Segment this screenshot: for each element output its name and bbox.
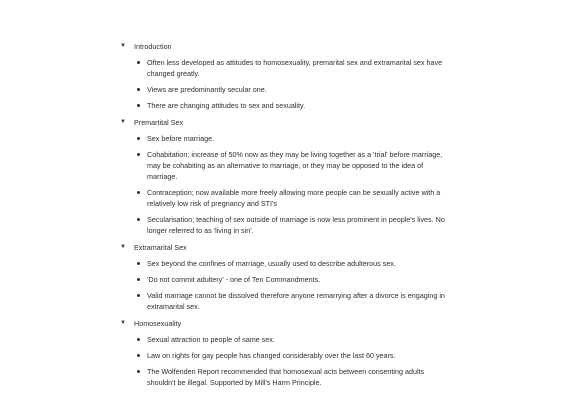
list-item-text: Valid marriage cannot be dissolved therefore anyone remarrying after a divorce is engaging in extramarital sex. — [147, 291, 445, 311]
list-item-text: There are changing attitudes to sex and sexuality. — [147, 101, 306, 110]
list-item-text: Sex beyond the confines of marriage, usually used to describe adulterous sex. — [147, 259, 396, 268]
outline-section — [120, 317, 450, 388]
list-item — [120, 366, 450, 388]
list-item-text: Often less developed as attitudes to homosexuality, premarital sex and extramarital sex have changed greatly. — [147, 58, 443, 78]
list-item — [120, 84, 450, 95]
bullet-dot-icon — [137, 338, 140, 341]
list-item — [120, 334, 450, 345]
outline — [120, 40, 450, 393]
list-item — [120, 290, 450, 312]
bullet-dot-icon — [137, 153, 140, 156]
bullet-list — [120, 258, 450, 312]
bullet-dot-icon — [137, 88, 140, 91]
outline-section — [120, 116, 450, 236]
section-header[interactable] — [120, 116, 450, 129]
list-item-text: Views are predominantly secular one. — [147, 85, 267, 94]
section-title: Extramarital Sex — [134, 243, 187, 252]
section-header[interactable] — [120, 241, 450, 254]
list-item — [120, 133, 450, 144]
bullet-list — [120, 334, 450, 388]
list-item-text: Cohabitation; increase of 50% now as they may be living together as a 'trial' before marriage, may be cohabiting as an alternative to marriage, or they may be opposed to the idea of marriage. — [147, 150, 443, 181]
outline-section — [120, 40, 450, 111]
bullet-dot-icon — [137, 354, 140, 357]
section-title: Introduction — [134, 42, 172, 51]
bullet-dot-icon — [137, 262, 140, 265]
section-title: Premartital Sex — [134, 118, 184, 127]
bullet-dot-icon — [137, 294, 140, 297]
list-item — [120, 214, 450, 236]
bullet-dot-icon — [137, 278, 140, 281]
section-title: Homosexuality — [134, 319, 182, 328]
bullet-dot-icon — [137, 61, 140, 64]
section-header[interactable] — [120, 40, 450, 53]
bullet-dot-icon — [137, 104, 140, 107]
list-item-text: Sex before marriage. — [147, 134, 215, 143]
list-item — [120, 274, 450, 285]
bullet-list — [120, 57, 450, 111]
list-item-text: Law on rights for gay people has changed considerably over the last 60 years. — [147, 351, 396, 360]
list-item-text: 'Do not commit adultery' - one of Ten Commandments. — [147, 275, 321, 284]
list-item — [120, 350, 450, 361]
collapse-toggle-icon[interactable]: ▼ — [120, 43, 126, 49]
bullet-dot-icon — [137, 191, 140, 194]
list-item — [120, 57, 450, 79]
section-header[interactable] — [120, 317, 450, 330]
list-item-text: Sexual attraction to people of same sex. — [147, 335, 275, 344]
collapse-toggle-icon[interactable]: ▼ — [120, 244, 126, 250]
list-item-text: Contraception; now available more freely allowing more people can be sexually active with a relatively low risk of pregnancy and STI's — [147, 188, 441, 208]
list-item — [120, 258, 450, 269]
bullet-list — [120, 133, 450, 236]
collapse-toggle-icon[interactable]: ▼ — [120, 320, 126, 326]
list-item — [120, 149, 450, 182]
outline-section — [120, 241, 450, 312]
bullet-dot-icon — [137, 370, 140, 373]
bullet-dot-icon — [137, 137, 140, 140]
list-item — [120, 187, 450, 209]
list-item — [120, 100, 450, 111]
list-item-text: Secularisation; teaching of sex outside of marriage is now less prominent in people's lives. No longer referred to as 'living in sin'. — [147, 215, 445, 235]
bullet-dot-icon — [137, 218, 140, 221]
collapse-toggle-icon[interactable]: ▼ — [120, 119, 126, 125]
list-item-text: The Wolfenden Report recommended that homosexual acts between consenting adults shouldn't be illegal. Supported by Mill's Harm Principle. — [147, 367, 425, 387]
